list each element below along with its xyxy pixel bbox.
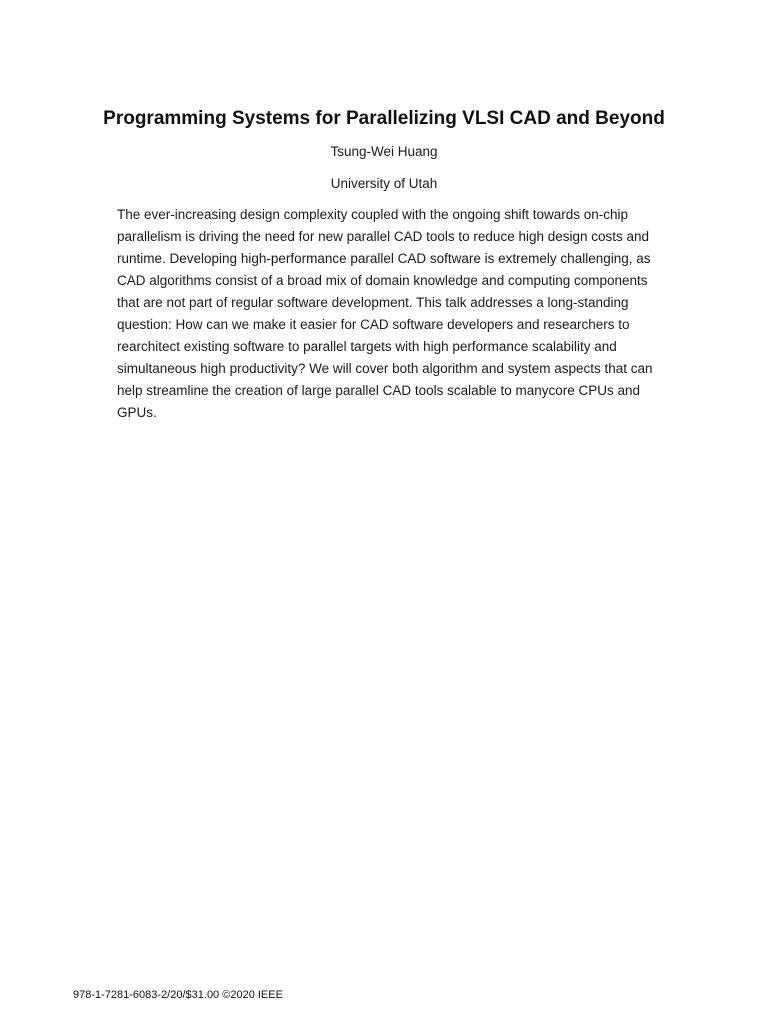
paper-title: Programming Systems for Parallelizing VLSI CAD and Beyond [103,108,665,129]
abstract-text: The ever-increasing design complexity coupled with the ongoing shift towards on-chip parallelism is driving the need for new parallel CAD tools to reduce high design costs and runtime. Developing high-performance parallel CAD software is extremely challenging, as CAD algorithms consist of a broad mix of domain knowledge and computing components that are not part of regular software development. This talk addresses a long-standing question: How can we make it easier for CAD software developers and researchers to rearchitect existing software to parallel targets with high performance scalability and simultaneous high productivity? We will cover both algorithm and system aspects that can help streamline the creation of large parallel CAD tools scalable to manycore CPUs and GPUs. [117,207,653,420]
author-affiliation: University of Utah [330,176,438,191]
copyright-footer: 978-1-7281-6083-2/20/$31.00 ©2020 IEEE [73,989,283,1001]
author-name: Tsung-Wei Huang [330,144,438,159]
